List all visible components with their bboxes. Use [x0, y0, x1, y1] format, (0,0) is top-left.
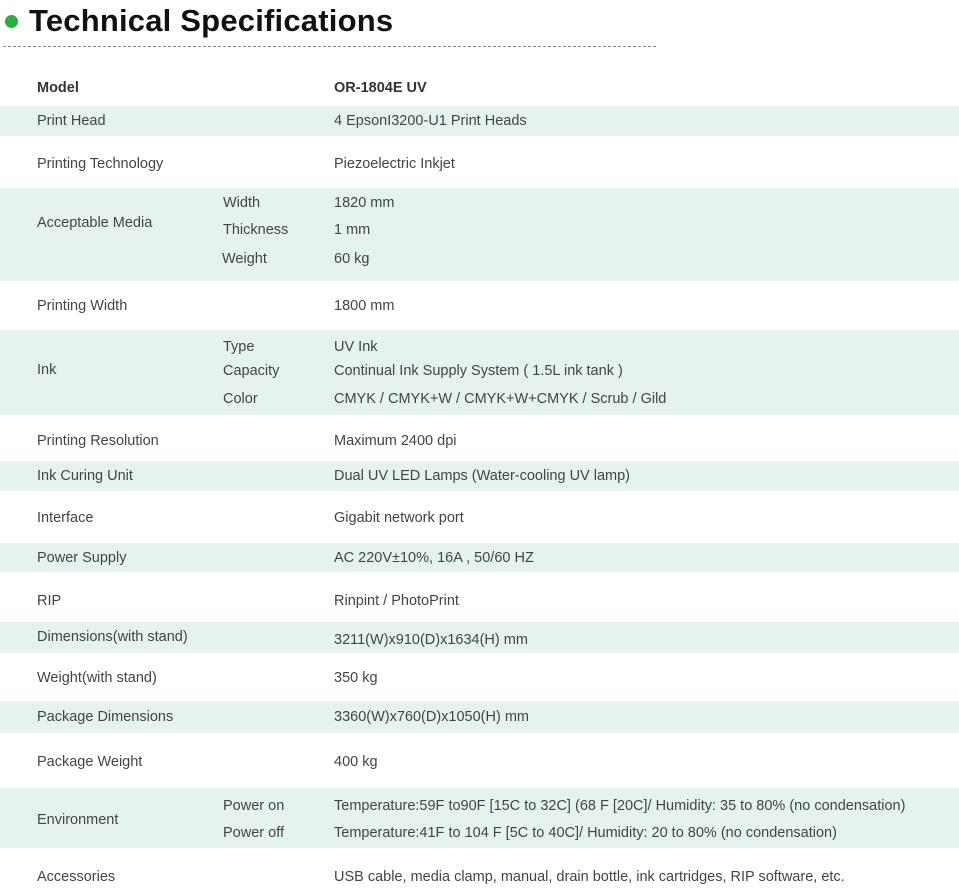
- spec-value: Rinpint / PhotoPrint: [334, 593, 459, 609]
- spec-row-printing-resolution: [0, 415, 959, 461]
- spec-row-printing-technology: [0, 136, 959, 188]
- spec-row-rip: [0, 572, 959, 622]
- spec-label: Accessories: [37, 869, 116, 885]
- dashed-divider: [3, 46, 656, 47]
- spec-value: Maximum 2400 dpi: [334, 433, 457, 449]
- spec-value: Continual Ink Supply System ( 1.5L ink tank ): [334, 363, 623, 379]
- spec-value: 1820 mm: [334, 195, 395, 211]
- spec-label: Interface: [37, 510, 94, 526]
- spec-sublabel: Width: [223, 195, 261, 211]
- spec-value: 1800 mm: [334, 298, 395, 314]
- spec-value: OR-1804E UV: [334, 80, 427, 96]
- spec-row-accessories: [0, 848, 959, 895]
- spec-label: Printing Technology: [37, 156, 164, 172]
- spec-sublabel: Color: [223, 391, 258, 407]
- spec-label: Package Dimensions: [37, 709, 174, 725]
- spec-sublabel: Weight: [222, 251, 267, 267]
- spec-value: 3211(W)x910(D)x1634(H) mm: [334, 632, 528, 648]
- spec-row-dimensions: [0, 622, 959, 653]
- spec-row-print-head: [0, 106, 959, 136]
- spec-value: USB cable, media clamp, manual, drain bottle, ink cartridges, RIP software, etc.: [334, 869, 845, 885]
- spec-label: Model: [37, 80, 79, 96]
- spec-value: 60 kg: [334, 251, 370, 267]
- spec-value: Temperature:59F to90F [15C to 32C] (68 F [20C]/ Humidity: 35 to 80% (no condensation): [334, 798, 906, 814]
- spec-label: Ink: [37, 362, 57, 378]
- spec-value: 350 kg: [334, 670, 378, 686]
- spec-value: CMYK / CMYK+W / CMYK+W+CMYK / Scrub / Gild: [334, 391, 667, 407]
- spec-label: Printing Width: [37, 298, 128, 314]
- page-title: Technical Specifications: [29, 3, 394, 38]
- spec-value: 1 mm: [334, 222, 371, 238]
- spec-label: Package Weight: [37, 754, 143, 770]
- spec-row-printing-width: [0, 281, 959, 330]
- spec-row-environment: [0, 788, 959, 848]
- spec-row-package-dimensions: [0, 701, 959, 733]
- spec-label: Printing Resolution: [37, 433, 159, 449]
- spec-label: Environment: [37, 812, 119, 828]
- spec-row-model: [0, 72, 959, 106]
- bullet-dot-icon: [5, 15, 18, 28]
- spec-label: RIP: [37, 593, 62, 609]
- spec-value: Temperature:41F to 104 F [5C to 40C]/ Humidity: 20 to 80% (no condensation): [334, 825, 837, 841]
- spec-value: Piezoelectric Inkjet: [334, 156, 455, 172]
- spec-row-interface: [0, 491, 959, 543]
- spec-row-ink: [0, 330, 959, 415]
- spec-row-power-supply: [0, 543, 959, 572]
- section-header: [0, 0, 959, 50]
- spec-row-package-weight: [0, 733, 959, 788]
- spec-sublabel: Power off: [223, 825, 284, 841]
- spec-label: Dimensions(with stand): [37, 629, 188, 645]
- spec-value: 3360(W)x760(D)x1050(H) mm: [334, 709, 529, 725]
- spec-value: 4 EpsonI3200-U1 Print Heads: [334, 113, 527, 129]
- spec-sublabel: Type: [223, 339, 255, 355]
- spec-label: Weight(with stand): [37, 670, 157, 686]
- spec-label: Acceptable Media: [37, 215, 153, 231]
- spec-value: UV Ink: [334, 339, 378, 355]
- spec-label: Ink Curing Unit: [37, 468, 133, 484]
- spec-row-ink-curing-unit: [0, 461, 959, 491]
- spec-sublabel: Capacity: [223, 363, 280, 379]
- spec-value: 400 kg: [334, 754, 378, 770]
- spec-value: AC 220V±10%, 16A , 50/60 HZ: [334, 550, 534, 566]
- spec-sublabel: Thickness: [223, 222, 289, 238]
- spec-value: Gigabit network port: [334, 510, 464, 526]
- spec-label: Print Head: [37, 113, 106, 129]
- spec-label: Power Supply: [37, 550, 127, 566]
- spec-value: Dual UV LED Lamps (Water-cooling UV lamp): [334, 468, 631, 484]
- spec-row-weight: [0, 653, 959, 701]
- spec-row-acceptable-media: [0, 188, 959, 281]
- spec-sublabel: Power on: [223, 798, 285, 814]
